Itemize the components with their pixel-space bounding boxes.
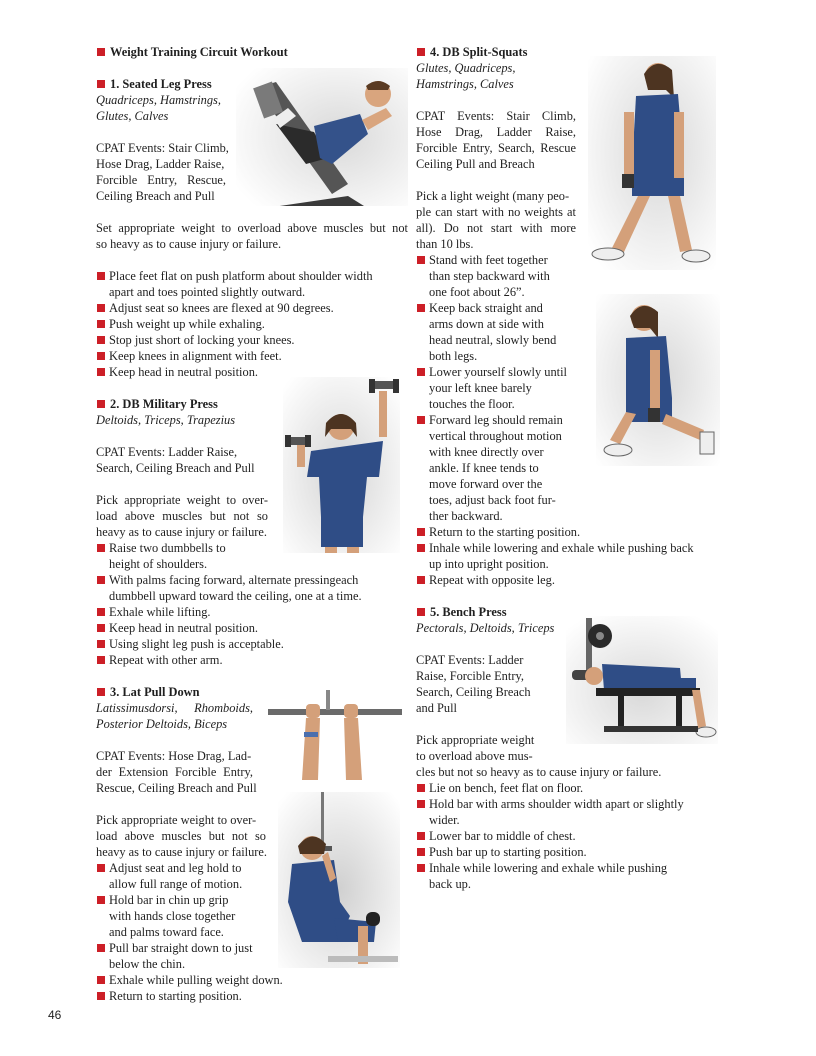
bullet-item [416, 828, 716, 844]
muscle-groups: Latissimusdorsi, Rhomboids, [96, 701, 253, 715]
red-square-icon [417, 368, 425, 376]
bullet-item [96, 268, 408, 284]
red-square-icon [97, 992, 105, 1000]
red-square-icon [97, 352, 105, 360]
bullet-continuation: up into upright position. [429, 557, 549, 571]
bullet-text: Exhale while lifting. [109, 605, 211, 619]
red-square-icon [417, 544, 425, 552]
red-square-icon [97, 864, 105, 872]
spacer [96, 252, 408, 268]
bullet-continuation: arms down at side with [429, 317, 544, 331]
bullet-item [416, 844, 716, 860]
page-number: 46 [48, 1008, 62, 1022]
bench-press-photo [566, 616, 718, 744]
bullet-continuation: touches the floor. [429, 397, 515, 411]
bullet-item [416, 860, 716, 876]
section-title-text: 2. DB Military Press [110, 397, 218, 411]
red-square-icon [97, 624, 105, 632]
bullet-item [96, 652, 408, 668]
bullet-item [96, 316, 408, 332]
bullet-text: Repeat with opposite leg. [429, 573, 555, 587]
body-text: Raise, Forcible Entry, [416, 669, 524, 683]
red-square-icon [417, 864, 425, 872]
bullet-item [96, 636, 408, 652]
body-text: Pick appropriate weight to over- [96, 493, 268, 507]
bullet-text: Keep back straight and [429, 301, 543, 315]
body-text: Rescue, Ceiling Breach and Pull [96, 781, 257, 795]
section-title-text: Weight Training Circuit Workout [110, 45, 288, 59]
bullet-continuation: ankle. If knee tends to [429, 461, 539, 475]
red-square-icon [417, 848, 425, 856]
bullet-continuation: with hands close together [109, 909, 236, 923]
bullet-item [96, 572, 408, 588]
bullet-text: With palms facing forward, alternate pressingeach [109, 573, 359, 587]
red-square-icon [97, 272, 105, 280]
red-square-icon [97, 976, 105, 984]
red-square-icon [97, 48, 105, 56]
body-text: CPAT Events: Ladder Raise, [96, 445, 238, 459]
lat-pull-down-photo [278, 792, 400, 968]
section-title-text: 3. Lat Pull Down [110, 685, 200, 699]
body-text: CPAT Events: Ladder [416, 653, 524, 667]
bullet-item [96, 348, 408, 364]
muscle-groups: Pectorals, Deltoids, Triceps [416, 621, 555, 635]
bullet-text: Keep head in neutral position. [109, 621, 258, 635]
red-square-icon [97, 576, 105, 584]
body-text: Ceiling Pull and Breach [416, 157, 535, 171]
red-square-icon [417, 528, 425, 536]
body-text: heavy as to cause injury or failure. [96, 845, 267, 859]
red-square-icon [417, 256, 425, 264]
muscle-groups: Glutes, Quadriceps, [416, 61, 516, 75]
bullet-text: Exhale while pulling weight down. [109, 973, 283, 987]
split-squat-lunge-photo [596, 294, 720, 466]
red-square-icon [417, 832, 425, 840]
red-square-icon [417, 576, 425, 584]
bullet-continuation: both legs. [429, 349, 478, 363]
db-military-press-photo [283, 377, 400, 553]
bullet-text: Forward leg should remain [429, 413, 563, 427]
red-square-icon [97, 656, 105, 664]
bullet-item [416, 572, 716, 588]
red-square-icon [417, 784, 425, 792]
bullet-text: Repeat with other arm. [109, 653, 223, 667]
muscle-groups: Quadriceps, Hamstrings, [96, 93, 221, 107]
bullet-continuation: toes, adjust back foot fur- [429, 493, 556, 507]
bullet-continuation: vertical throughout motion [429, 429, 562, 443]
muscle-groups: Posterior Deltoids, Biceps [96, 717, 228, 731]
muscle-groups: Glutes, Calves [96, 109, 169, 123]
bullet-continuation: move forward over the [429, 477, 543, 491]
bullet-text: Hold bar with arms shoulder width apart or slightly [429, 797, 684, 811]
body-text: Forcible Entry, Rescue, [96, 173, 226, 187]
bullet-text: Stand with feet together [429, 253, 548, 267]
bullet-text: Keep head in neutral position. [109, 365, 258, 379]
bullet-continuation: dumbbell upward toward the ceiling, one at a time. [109, 589, 362, 603]
bullet-text: Pull bar straight down to just [109, 941, 253, 955]
body-text: CPAT Events: Stair Climb, [96, 141, 229, 155]
body-text: cles but not so heavy as to cause injury or failure. [416, 765, 662, 779]
red-square-icon [97, 896, 105, 904]
body-text: Pick appropriate weight [416, 733, 535, 747]
bullet-text: Lower bar to middle of chest. [429, 829, 576, 843]
bullet-text: Lie on bench, feet flat on floor. [429, 781, 584, 795]
red-square-icon [97, 368, 105, 376]
body-text: so heavy as to cause injury or failure. [96, 237, 282, 251]
body-text: Ceiling Breach and Pull [96, 189, 215, 203]
body-text: Pick appropriate weight to over- [96, 813, 257, 827]
bullet-item [416, 796, 716, 812]
bullet-continuation: head neutral, slowly bend [429, 333, 557, 347]
body-text: Pick a light weight (many peo- [416, 189, 570, 203]
body-text: Forcible Entry, Search, Rescue [416, 141, 576, 155]
bullet-text: Place feet flat on push platform about shoulder width [109, 269, 373, 283]
section-title [96, 44, 408, 60]
red-square-icon [97, 80, 105, 88]
bullet-item [96, 620, 408, 636]
seated-leg-press-photo [236, 68, 408, 206]
body-text: CPAT Events: Hose Drag, Lad- [96, 749, 252, 763]
bullet-item [96, 988, 408, 1004]
body-text: der Extension Forcible Entry, [96, 765, 253, 779]
body-text: CPAT Events: Stair Climb, [416, 109, 576, 123]
bullet-item [96, 604, 408, 620]
red-square-icon [97, 544, 105, 552]
bullet-item [416, 540, 716, 556]
bullet-continuation: one foot about 26”. [429, 285, 525, 299]
red-square-icon [97, 320, 105, 328]
bullet-text: Adjust seat and leg hold to [109, 861, 242, 875]
bullet-text: Hold bar in chin up grip [109, 893, 229, 907]
red-square-icon [97, 336, 105, 344]
bullet-continuation: ther backward. [429, 509, 503, 523]
bullet-text: Push bar up to starting position. [429, 845, 587, 859]
body-text: heavy as to cause injury or failure. [96, 525, 267, 539]
bullet-text: Inhale while lowering and exhale while pushing [429, 861, 668, 875]
bullet-continuation: height of shoulders. [109, 557, 208, 571]
bullet-item [416, 780, 716, 796]
bullet-item [96, 972, 408, 988]
bullet-text: Keep knees in alignment with feet. [109, 349, 282, 363]
muscle-groups: Deltoids, Triceps, Trapezius [96, 413, 236, 427]
red-square-icon [97, 688, 105, 696]
spacer [96, 204, 408, 220]
body-text: load above muscles but not so [96, 509, 268, 523]
bullet-continuation: than step backward with [429, 269, 550, 283]
red-square-icon [97, 608, 105, 616]
body-text: than 10 lbs. [416, 237, 474, 251]
bullet-continuation: below the chin. [109, 957, 186, 971]
split-squat-standing-photo [588, 56, 716, 270]
lat-pull-grip-photo [268, 690, 402, 780]
section-title-text: 5. Bench Press [430, 605, 507, 619]
body-text: ple can start with no weights at [416, 205, 576, 219]
muscle-groups: Hamstrings, Calves [416, 77, 514, 91]
bullet-continuation: your left knee barely [429, 381, 532, 395]
bullet-item [96, 332, 408, 348]
body-text: and Pull [416, 701, 457, 715]
body-text: Set appropriate weight to overload above muscles but not [96, 221, 408, 235]
bullet-continuation: allow full range of motion. [109, 877, 243, 891]
red-square-icon [97, 400, 105, 408]
spacer [96, 668, 408, 684]
red-square-icon [417, 304, 425, 312]
bullet-item [96, 300, 408, 316]
bullet-continuation: wider. [429, 813, 460, 827]
bullet-text: Raise two dumbbells to [109, 541, 226, 555]
spacer [416, 588, 716, 604]
bullet-text: Inhale while lowering and exhale while pushing back [429, 541, 694, 555]
body-text: load above muscles but not so [96, 829, 266, 843]
bullet-text: Adjust seat so knees are flexed at 90 degrees. [109, 301, 334, 315]
red-square-icon [97, 640, 105, 648]
red-square-icon [417, 608, 425, 616]
body-text: Search, Ceiling Breach [416, 685, 531, 699]
body-text: Hose Drag, Ladder Raise, [416, 125, 576, 139]
bullet-text: Using slight leg push is acceptable. [109, 637, 284, 651]
bullet-text: Return to starting position. [109, 989, 242, 1003]
bullet-continuation: apart and toes pointed slightly outward. [109, 285, 306, 299]
bullet-text: Stop just short of locking your knees. [109, 333, 295, 347]
red-square-icon [417, 48, 425, 56]
bullet-text: Push weight up while exhaling. [109, 317, 265, 331]
body-text: Search, Ceiling Breach and Pull [96, 461, 255, 475]
bullet-continuation: back up. [429, 877, 471, 891]
section-title-text: 1. Seated Leg Press [110, 77, 212, 91]
bullet-text: Return to the starting position. [429, 525, 581, 539]
red-square-icon [417, 416, 425, 424]
bullet-continuation: and palms toward face. [109, 925, 224, 939]
section-title-text: 4. DB Split-Squats [430, 45, 528, 59]
body-text: all). Do not start with more [416, 221, 576, 235]
bullet-text: Lower yourself slowly until [429, 365, 567, 379]
bullet-continuation: with knee directly over [429, 445, 544, 459]
body-text: Hose Drag, Ladder Raise, [96, 157, 225, 171]
red-square-icon [97, 944, 105, 952]
red-square-icon [417, 800, 425, 808]
body-text: to overload above mus- [416, 749, 533, 763]
red-square-icon [97, 304, 105, 312]
bullet-item [416, 524, 716, 540]
